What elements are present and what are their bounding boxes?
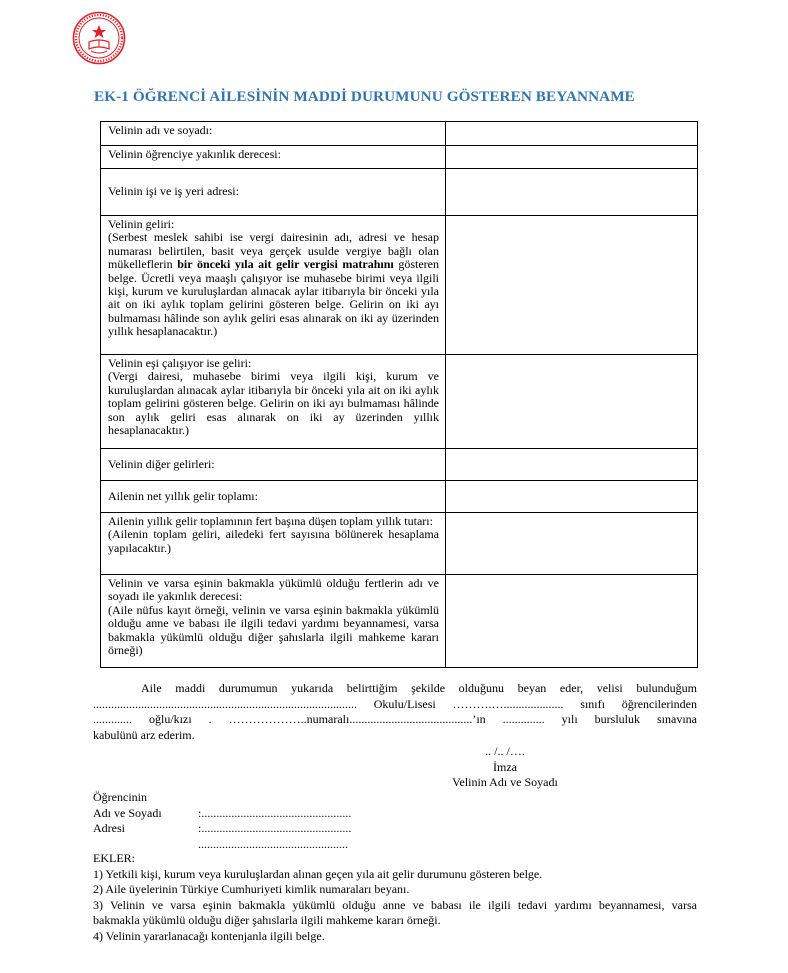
list-item: 1) Yetkili kişi, kurum veya kuruluşlardan alınan geçen yıla ait gelir durumunu gösteren belge. — [93, 866, 543, 881]
relationship-field[interactable] — [446, 146, 698, 169]
dependents-field[interactable] — [446, 575, 698, 668]
table-row — [101, 513, 698, 575]
table-row — [101, 169, 698, 216]
table-row — [101, 146, 698, 169]
list-item: 4) Velinin yararlanacağı kontenjanla ilgili belge. — [93, 928, 325, 943]
table-row — [101, 575, 698, 668]
row-label-other-income: Velinin diğer gelirleri: — [101, 449, 446, 481]
table-row — [101, 481, 698, 513]
row-label-spouse-income: Velinin eşi çalışıyor ise geliri: (Vergi dairesi, muhasebe birimi veya ilgili kişi, kurum ve kuruluşlardan alınacak aylar itibarıyla bir önceki yıla ait on iki aylık toplam gelirini gösteren belge. Gelirin on iki ayı bulmaması hâlinde son aylık geliri esas alınarak on iki ay üzerinden yıllık hesaplanacaktır.) — [101, 355, 446, 449]
list-item: bakmakla yükümlü olduğu diğer şahıslarla ilgili mahkeme kararı örneği. — [93, 913, 441, 928]
row-label-dependents: Velinin ve varsa eşinin bakmakla yükümlü olduğu fertlerin adı ve soyadı ile yakınlık derecesi: (Aile nüfus kayıt örneği, velinin ve varsa eşinin bakmakla yükümlü olduğu anne ve babası ile ilgili tedavi yardımı beyannamesi, varsa bakmakla yükümlü olduğu diğer şahıslarla ilgili mahkeme kararı örneği) — [101, 575, 446, 668]
student-info — [93, 790, 351, 852]
job-address-field[interactable] — [446, 169, 698, 216]
ministry-seal-icon — [72, 11, 126, 65]
student-address-field-line2[interactable]: .................................................. — [198, 836, 348, 851]
student-name-field[interactable]: :.................................................. — [198, 805, 352, 820]
student-address-label: Adresi — [93, 821, 125, 836]
parent-name-field[interactable] — [446, 122, 698, 146]
table-row — [101, 122, 698, 146]
student-heading: Öğrencinin — [93, 790, 147, 804]
row-label-relationship: Velinin öğrenciye yakınlık derecesi: — [101, 146, 446, 169]
student-name-label: Adı ve Soyadı — [93, 805, 162, 820]
row-label-parent-name: Velinin adı ve soyadı: — [101, 122, 446, 146]
parent-name-label: Velinin Adı ve Soyadı — [452, 775, 558, 790]
net-income-field[interactable] — [446, 481, 698, 513]
spouse-income-field[interactable] — [446, 355, 698, 449]
declaration-form-table — [100, 121, 698, 668]
signature-label: İmza — [493, 759, 517, 774]
signature-block — [430, 744, 580, 791]
table-row — [101, 355, 698, 449]
parent-income-field[interactable] — [446, 216, 698, 355]
attachments-list — [93, 851, 697, 945]
row-label-job-address: Velinin işi ve iş yeri adresi: — [101, 169, 446, 216]
other-income-field[interactable] — [446, 449, 698, 481]
list-item: 2) Aile üyelerinin Türkiye Cumhuriyeti kimlik numaraları beyanı. — [93, 882, 410, 897]
declaration-paragraph: Aile maddi durumumun yukarıda belirttiğim şekilde olduğunu beyan eder, velisi bulunduğum ........................................................................................ Okulu/Lisesi ……….….................... sınıfı öğrencilerinden ............. oğlu/kızı . ………………..numaralı.........................................’ın .............. yılı bursluluk sınavına kabulünü arz ederim. — [93, 681, 697, 742]
date-field[interactable]: .. /.. /…. — [485, 744, 525, 758]
table-row — [101, 216, 698, 355]
list-item: 3) Velinin ve varsa eşinin bakmakla yükümlü olduğu anne ve babası ile ilgili tedavi yardımı beyannamesi, varsa — [93, 897, 697, 912]
row-label-per-capita-income: Ailenin yıllık gelir toplamının fert başına düşen toplam yıllık tutarı: (Ailenin toplam geliri, ailedeki fert sayısına bölünerek hesaplama yapılacaktır.) — [101, 513, 446, 575]
attachments-heading: EKLER: — [93, 851, 135, 865]
row-label-parent-income: Velinin geliri: (Serbest meslek sahibi ise vergi dairesinin adı, adresi ve hesap numarası belirtilen, basit veya gerçek usulde vergiye bağlı olan mükelleflerin bir önceki yıla ait gelir vergisi matrahını gösteren belge. Ücretli veya maaşlı çalışıyor ise muhasebe birimi veya ilgili kişi, kurum ve kuruluşlardan alınacak aylar itibarıyla bir önceki yıla ait on iki aylık toplam gelirini gösteren belge. Gelirin on iki ayı bulmaması hâlinde son aylık geliri esas alınarak on iki ay üzerinden yıllık hesaplanacaktır.) — [101, 216, 446, 355]
student-address-field[interactable]: :.................................................. — [198, 821, 352, 836]
per-capita-income-field[interactable] — [446, 513, 698, 575]
page-title: EK-1 ÖĞRENCİ AİLESİNİN MADDİ DURUMUNU GÖSTEREN BEYANNAME — [94, 88, 635, 105]
row-label-net-income: Ailenin net yıllık gelir toplamı: — [101, 481, 446, 513]
table-row — [101, 449, 698, 481]
